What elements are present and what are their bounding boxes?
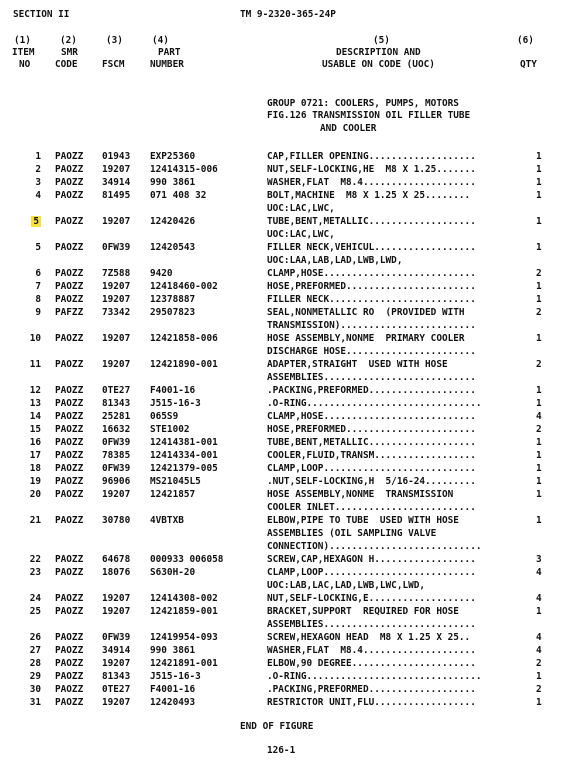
item-number: 21: [29, 515, 41, 526]
smr-code: PAOZZ: [55, 164, 84, 175]
quantity: 4: [536, 632, 542, 643]
description-line: SCREW,CAP,HEXAGON H..................: [267, 554, 476, 565]
fscm-code: 81495: [102, 190, 131, 201]
part-number: 12421857: [150, 489, 196, 500]
quantity: 2: [536, 684, 542, 695]
col2-label-1: SMR: [61, 47, 78, 58]
fscm-code: 78385: [102, 450, 131, 461]
item-number: [31, 216, 41, 228]
item-number: 6: [35, 268, 41, 279]
table-row: [0, 268, 566, 281]
smr-code: PAOZZ: [55, 515, 84, 526]
part-number: 12420426: [150, 216, 196, 227]
item-number: 18: [29, 463, 41, 474]
quantity: 2: [536, 307, 542, 318]
smr-code: PAOZZ: [55, 489, 84, 500]
quantity: 4: [536, 593, 542, 604]
quantity: 4: [536, 645, 542, 656]
description-line: ELBOW,90 DEGREE......................: [267, 658, 476, 669]
description-line: NUT,SELF-LOCKING,E...................: [267, 593, 476, 604]
smr-code: PAOZZ: [55, 411, 84, 422]
fscm-code: 34914: [102, 645, 131, 656]
smr-code: PAOZZ: [55, 359, 84, 370]
item-number: 10: [29, 333, 41, 344]
smr-code: PAOZZ: [55, 398, 84, 409]
table-row: [0, 177, 566, 190]
quantity: 1: [536, 398, 542, 409]
description-line: CLAMP,HOSE...........................: [267, 268, 476, 279]
smr-code: PAOZZ: [55, 658, 84, 669]
description-line: SCREW,HEXAGON HEAD M8 X 1.25 X 25..: [267, 632, 471, 643]
table-row: [0, 359, 566, 383]
part-number: 12414381-001: [150, 437, 218, 448]
smr-code: PAOZZ: [55, 697, 84, 708]
page-number: 126-1: [267, 745, 296, 756]
col6-num: (6): [517, 35, 534, 46]
table-row: [0, 151, 566, 164]
description-line: ELBOW,PIPE TO TUBE USED WITH HOSE: [267, 515, 459, 526]
part-number: 29507823: [150, 307, 196, 318]
fscm-code: 19207: [102, 333, 131, 344]
table-row: [0, 684, 566, 697]
quantity: 4: [536, 411, 542, 422]
smr-code: PAOZZ: [55, 450, 84, 461]
description-line: NUT,SELF-LOCKING,HE M8 X 1.25.......: [267, 164, 476, 175]
table-row: [0, 697, 566, 710]
quantity: 1: [536, 606, 542, 617]
part-number: J515-16-3: [150, 398, 201, 409]
table-row: [0, 476, 566, 489]
part-number: 990 3861: [150, 645, 196, 656]
item-number: 25: [29, 606, 41, 617]
table-row: [0, 671, 566, 684]
item-number: 4: [35, 190, 41, 201]
smr-code: PAOZZ: [55, 554, 84, 565]
smr-code: PAOZZ: [55, 437, 84, 448]
description-line: CAP,FILLER OPENING...................: [267, 151, 476, 162]
fscm-code: 7Z588: [102, 268, 131, 279]
quantity: 1: [536, 450, 542, 461]
item-number: 7: [35, 281, 41, 292]
description-line: ASSEMBLIES...........................: [267, 619, 476, 630]
fscm-code: 0FW39: [102, 437, 131, 448]
part-number: 12421858-006: [150, 333, 218, 344]
quantity: 4: [536, 567, 542, 578]
description-line: HOSE,PREFORMED.......................: [267, 281, 476, 292]
fscm-code: 0TE27: [102, 684, 131, 695]
quantity: 2: [536, 658, 542, 669]
part-number: MS21045L5: [150, 476, 201, 487]
col4-label-1: PART: [158, 47, 181, 58]
fscm-code: 81343: [102, 398, 131, 409]
table-row: [0, 515, 566, 552]
fscm-code: 34914: [102, 177, 131, 188]
table-row: [0, 450, 566, 463]
item-number: 30: [29, 684, 41, 695]
smr-code: PAOZZ: [55, 684, 84, 695]
table-row: [0, 242, 566, 266]
description-line: WASHER,FLAT M8.4....................: [267, 177, 476, 188]
quantity: 1: [536, 242, 542, 253]
quantity: 1: [536, 294, 542, 305]
item-number: 2: [35, 164, 41, 175]
group-title: GROUP 0721: COOLERS, PUMPS, MOTORS: [267, 98, 459, 109]
fscm-code: 30780: [102, 515, 131, 526]
part-number: 12419954-093: [150, 632, 218, 643]
smr-code: PAOZZ: [55, 333, 84, 344]
quantity: 1: [536, 489, 542, 500]
smr-code: PAOZZ: [55, 567, 84, 578]
col3-label-1: FSCM: [102, 59, 125, 70]
description-line: .O-RING...............................: [267, 671, 482, 682]
description-line: HOSE ASSEMBLY,NONME TRANSMISSION: [267, 489, 454, 500]
smr-code: PAOZZ: [55, 463, 84, 474]
description-line: TUBE,BENT,METALLIC...................: [267, 437, 476, 448]
table-row: [0, 632, 566, 645]
table-row: [0, 190, 566, 214]
col1-label-1: ITEM: [12, 47, 35, 58]
fscm-code: 0FW39: [102, 463, 131, 474]
col6-label-1: QTY: [520, 59, 537, 70]
figure-title: FIG.126 TRANSMISSION OIL FILLER TUBE: [267, 110, 471, 121]
table-row: [0, 645, 566, 658]
item-number: 13: [29, 398, 41, 409]
item-number: 22: [29, 554, 41, 565]
description-line: UOC:LAB,LAC,LAD,LWB,LWC,LWD,: [267, 580, 426, 591]
fscm-code: 19207: [102, 697, 131, 708]
table-row: [0, 606, 566, 630]
item-number: 23: [29, 567, 41, 578]
quantity: 1: [536, 216, 542, 227]
part-number: F4001-16: [150, 385, 196, 396]
part-number: 12418460-002: [150, 281, 218, 292]
col4-num: (4): [152, 35, 169, 46]
item-number: 14: [29, 411, 41, 422]
description-line: CONNECTION)...........................: [267, 541, 482, 552]
fscm-code: 64678: [102, 554, 131, 565]
description-line: ADAPTER,STRAIGHT USED WITH HOSE: [267, 359, 448, 370]
item-number: 29: [29, 671, 41, 682]
fscm-code: 19207: [102, 164, 131, 175]
smr-code: PAOZZ: [55, 385, 84, 396]
item-number: 20: [29, 489, 41, 500]
fscm-code: 73342: [102, 307, 131, 318]
quantity: 1: [536, 515, 542, 526]
description-line: COOLER,FLUID,TRANSM..................: [267, 450, 476, 461]
smr-code: PAOZZ: [55, 177, 84, 188]
col1-num: (1): [14, 35, 31, 46]
figure-title-cont: AND COOLER: [320, 123, 377, 134]
description-line: UOC:LAC,LWC,: [267, 203, 335, 214]
part-number: 12421859-001: [150, 606, 218, 617]
description-line: CLAMP,LOOP...........................: [267, 463, 476, 474]
part-number: 12414334-001: [150, 450, 218, 461]
smr-code: PAOZZ: [55, 151, 84, 162]
description-line: BRACKET,SUPPORT REQUIRED FOR HOSE: [267, 606, 459, 617]
part-number: 12414315-006: [150, 164, 218, 175]
fscm-code: 25281: [102, 411, 131, 422]
smr-code: PAOZZ: [55, 268, 84, 279]
quantity: 2: [536, 424, 542, 435]
part-number: 065S9: [150, 411, 179, 422]
col5-label-1: DESCRIPTION AND: [336, 47, 421, 58]
part-number: F4001-16: [150, 684, 196, 695]
part-number: 071 408 32: [150, 190, 207, 201]
table-row: [0, 411, 566, 424]
fscm-code: 19207: [102, 359, 131, 370]
smr-code: PAFZZ: [55, 307, 84, 318]
part-number: 12421891-001: [150, 658, 218, 669]
description-line: UOC:LAA,LAB,LAD,LWB,LWD,: [267, 255, 403, 266]
fscm-code: 19207: [102, 281, 131, 292]
description-line: CLAMP,HOSE...........................: [267, 411, 476, 422]
smr-code: PAOZZ: [55, 632, 84, 643]
part-number: 12420493: [150, 697, 196, 708]
table-row: [0, 398, 566, 411]
col4-label-2: NUMBER: [150, 59, 184, 70]
fscm-code: 18076: [102, 567, 131, 578]
table-row: [0, 489, 566, 513]
item-number: 5: [35, 242, 41, 253]
table-row: [0, 554, 566, 567]
item-number: 16: [29, 437, 41, 448]
item-number: 24: [29, 593, 41, 604]
quantity: 2: [536, 268, 542, 279]
item-number: 9: [35, 307, 41, 318]
fscm-code: 19207: [102, 216, 131, 227]
description-line: HOSE,PREFORMED.......................: [267, 424, 476, 435]
section-title: SECTION II: [13, 9, 70, 20]
col2-num: (2): [60, 35, 77, 46]
item-number: 3: [35, 177, 41, 188]
part-number: 12421890-001: [150, 359, 218, 370]
end-of-figure: END OF FIGURE: [240, 721, 314, 732]
fscm-code: 19207: [102, 294, 131, 305]
tm-number: TM 9-2320-365-24P: [240, 9, 336, 20]
description-line: FILLER NECK,VEHICUL..................: [267, 242, 476, 253]
fscm-code: 01943: [102, 151, 131, 162]
quantity: 1: [536, 463, 542, 474]
quantity: 1: [536, 151, 542, 162]
quantity: 1: [536, 385, 542, 396]
col3-num: (3): [106, 35, 123, 46]
description-line: .PACKING,PREFORMED...................: [267, 385, 476, 396]
description-line: COOLER INLET.........................: [267, 502, 476, 513]
item-number: 11: [29, 359, 41, 370]
description-line: WASHER,FLAT M8.4....................: [267, 645, 476, 656]
part-number: 990 3861: [150, 177, 196, 188]
table-row: [0, 307, 566, 331]
description-line: FILLER NECK..........................: [267, 294, 476, 305]
table-row: [0, 593, 566, 606]
part-number: 9420: [150, 268, 173, 279]
table-row: [0, 424, 566, 437]
item-number: 1: [35, 151, 41, 162]
description-line: TUBE,BENT,METALLIC...................: [267, 216, 476, 227]
description-line: .NUT,SELF-LOCKING,H 5/16-24.........: [267, 476, 476, 487]
item-number: 26: [29, 632, 41, 643]
description-line: TRANSMISSION)........................: [267, 320, 476, 331]
description-line: RESTRICTOR UNIT,FLU..................: [267, 697, 476, 708]
fscm-code: 0FW39: [102, 242, 131, 253]
item-number: 19: [29, 476, 41, 487]
smr-code: PAOZZ: [55, 216, 84, 227]
part-number: STE1002: [150, 424, 190, 435]
col1-label-2: NO: [19, 59, 31, 70]
fscm-code: 19207: [102, 489, 131, 500]
description-line: ASSEMBLIES (OIL SAMPLING VALVE: [267, 528, 437, 539]
smr-code: PAOZZ: [55, 190, 84, 201]
item-number-highlight: 5: [33, 216, 39, 227]
smr-code: PAOZZ: [55, 424, 84, 435]
description-line: DISCHARGE HOSE.......................: [267, 346, 476, 357]
quantity: 1: [536, 671, 542, 682]
item-number: 27: [29, 645, 41, 656]
table-row: [0, 294, 566, 307]
fscm-code: 0FW39: [102, 632, 131, 643]
part-number: 12420543: [150, 242, 196, 253]
table-row: [0, 164, 566, 177]
table-row: [0, 437, 566, 450]
smr-code: PAOZZ: [55, 645, 84, 656]
description-line: HOSE ASSEMBLY,NONME PRIMARY COOLER: [267, 333, 465, 344]
part-number: 12421379-005: [150, 463, 218, 474]
part-number: 12414308-002: [150, 593, 218, 604]
part-number: 12378887: [150, 294, 196, 305]
quantity: 1: [536, 476, 542, 487]
quantity: 1: [536, 177, 542, 188]
item-number: 8: [35, 294, 41, 305]
item-number: 15: [29, 424, 41, 435]
description-line: CLAMP,LOOP...........................: [267, 567, 476, 578]
col5-num: (5): [373, 35, 390, 46]
col2-label-2: CODE: [55, 59, 78, 70]
smr-code: PAOZZ: [55, 606, 84, 617]
description-line: BOLT,MACHINE M8 X 1.25 X 25........: [267, 190, 471, 201]
item-number: 28: [29, 658, 41, 669]
fscm-code: 0TE27: [102, 385, 131, 396]
table-row: [0, 216, 566, 240]
smr-code: PAOZZ: [55, 671, 84, 682]
smr-code: PAOZZ: [55, 476, 84, 487]
quantity: 2: [536, 359, 542, 370]
quantity: 1: [536, 333, 542, 344]
item-number: 31: [29, 697, 41, 708]
quantity: 3: [536, 554, 542, 565]
part-number: 4VBTXB: [150, 515, 184, 526]
fscm-code: 16632: [102, 424, 131, 435]
table-row: [0, 385, 566, 398]
smr-code: PAOZZ: [55, 242, 84, 253]
fscm-code: 96906: [102, 476, 131, 487]
part-number: EXP25360: [150, 151, 196, 162]
description-line: SEAL,NONMETALLIC RO (PROVIDED WITH: [267, 307, 465, 318]
fscm-code: 19207: [102, 658, 131, 669]
part-number: S630H-20: [150, 567, 196, 578]
quantity: 1: [536, 281, 542, 292]
table-row: [0, 281, 566, 294]
quantity: 1: [536, 164, 542, 175]
fscm-code: 19207: [102, 606, 131, 617]
description-line: .O-RING...............................: [267, 398, 482, 409]
quantity: 1: [536, 437, 542, 448]
col5-label-2: USABLE ON CODE (UOC): [322, 59, 435, 70]
smr-code: PAOZZ: [55, 593, 84, 604]
part-number: 000933 006058: [150, 554, 224, 565]
description-line: .PACKING,PREFORMED...................: [267, 684, 476, 695]
table-row: [0, 658, 566, 671]
table-row: [0, 463, 566, 476]
description-line: UOC:LAC,LWC,: [267, 229, 335, 240]
fscm-code: 19207: [102, 593, 131, 604]
description-line: ASSEMBLIES...........................: [267, 372, 476, 383]
fscm-code: 81343: [102, 671, 131, 682]
item-number: 17: [29, 450, 41, 461]
part-number: J515-16-3: [150, 671, 201, 682]
table-row: [0, 567, 566, 591]
item-number: 12: [29, 385, 41, 396]
quantity: 1: [536, 190, 542, 201]
smr-code: PAOZZ: [55, 294, 84, 305]
quantity: 1: [536, 697, 542, 708]
table-row: [0, 333, 566, 357]
smr-code: PAOZZ: [55, 281, 84, 292]
